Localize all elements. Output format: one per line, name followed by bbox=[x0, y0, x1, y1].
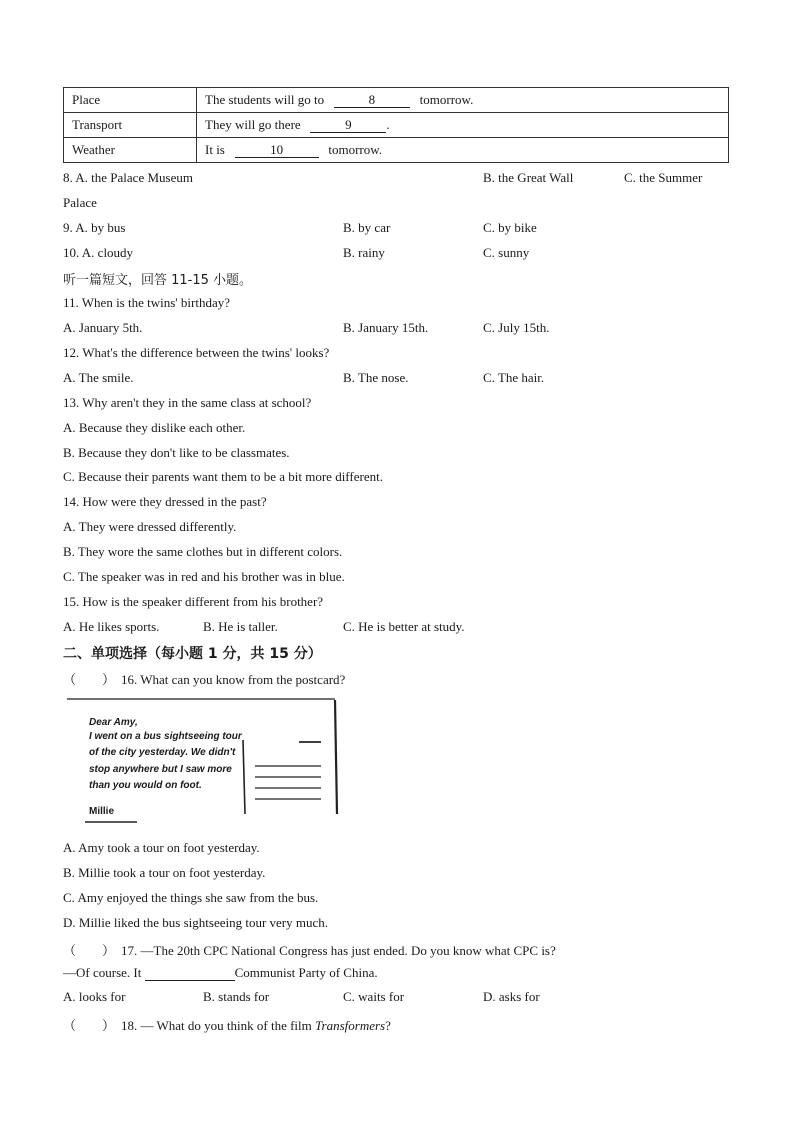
q9-option-c[interactable]: C. by bike bbox=[483, 220, 537, 235]
table-cell-label: Place bbox=[64, 88, 197, 113]
q9-option-a[interactable]: 9. A. by bus bbox=[63, 220, 126, 235]
cell-text: tomorrow. bbox=[328, 142, 383, 157]
postcard-signature: Millie bbox=[89, 806, 115, 817]
table-row bbox=[64, 138, 729, 163]
postcard-image bbox=[63, 696, 339, 826]
cell-text: . bbox=[386, 117, 390, 132]
cell-text: tomorrow. bbox=[419, 92, 474, 107]
table-cell-label: Transport bbox=[64, 113, 197, 138]
cell-text: They will go there bbox=[205, 117, 301, 132]
q13-option-a[interactable]: A. Because they dislike each other. bbox=[63, 420, 246, 435]
answer-blank[interactable]: 8 bbox=[334, 93, 410, 108]
table-row bbox=[64, 88, 729, 113]
q15-option-b[interactable]: B. He is taller. bbox=[203, 619, 278, 634]
q17-option-d[interactable]: D. asks for bbox=[483, 989, 540, 1004]
q12-option-b[interactable]: B. The nose. bbox=[343, 370, 409, 385]
q18-question-pre: 18. — What do you think of the film bbox=[121, 1018, 316, 1033]
q14-question: 14. How were they dressed in the past? bbox=[63, 494, 267, 509]
answer-blank[interactable]: 10 bbox=[235, 143, 319, 158]
q15-option-a[interactable]: A. He likes sports. bbox=[63, 619, 160, 634]
q17-option-b[interactable]: B. stands for bbox=[203, 989, 270, 1004]
q10-option-c[interactable]: C. sunny bbox=[483, 245, 530, 260]
q13-option-c[interactable]: C. Because their parents want them to be a bit more different. bbox=[63, 469, 383, 484]
answer-blank[interactable]: 9 bbox=[310, 118, 386, 133]
postcard-greeting: Dear Amy, bbox=[89, 717, 138, 728]
cell-text: The students will go to bbox=[205, 92, 325, 107]
q15-option-c[interactable]: C. He is better at study. bbox=[343, 619, 465, 634]
q8-option-c[interactable]: C. the Summer bbox=[624, 170, 703, 185]
q11-question: 11. When is the twins' birthday? bbox=[63, 295, 230, 310]
q17-response-post: Communist Party of China. bbox=[234, 965, 378, 980]
q18-question-post: ? bbox=[385, 1018, 391, 1033]
answer-blank[interactable] bbox=[145, 966, 235, 981]
answer-parentheses[interactable]: （ ） bbox=[63, 673, 116, 688]
q14-option-a[interactable]: A. They were dressed differently. bbox=[63, 519, 237, 534]
table-cell-label: Weather bbox=[64, 138, 197, 163]
q11-option-b[interactable]: B. January 15th. bbox=[343, 320, 429, 335]
q18-line bbox=[63, 1015, 391, 1034]
listening-instruction: 听一篇短文，回答 11-15 小题。 bbox=[63, 273, 253, 288]
q12-option-a[interactable]: A. The smile. bbox=[63, 370, 134, 385]
q16-option-d[interactable]: D. Millie liked the bus sightseeing tour very much. bbox=[63, 915, 329, 930]
info-table bbox=[63, 87, 729, 163]
postcard-line: of the city yesterday. We didn't bbox=[89, 747, 236, 758]
q17-response-pre: —Of course. It bbox=[63, 965, 142, 980]
q13-question: 13. Why aren't they in the same class at school? bbox=[63, 395, 312, 410]
q8-option-a[interactable]: 8. A. the Palace Museum bbox=[63, 170, 193, 185]
q14-option-c[interactable]: C. The speaker was in red and his brother was in blue. bbox=[63, 569, 345, 584]
q11-option-a[interactable]: A. January 5th. bbox=[63, 320, 143, 335]
section-heading: 二、单项选择（每小题 1 分，共 15 分） bbox=[63, 646, 322, 662]
q8-option-c-cont: Palace bbox=[63, 195, 97, 210]
q16-option-b[interactable]: B. Millie took a tour on foot yesterday. bbox=[63, 865, 266, 880]
q12-option-c[interactable]: C. The hair. bbox=[483, 370, 545, 385]
answer-parentheses[interactable]: （ ） bbox=[63, 1019, 116, 1034]
table-row bbox=[64, 113, 729, 138]
postcard-line: I went on a bus sightseeing tour bbox=[89, 731, 242, 742]
q11-option-c[interactable]: C. July 15th. bbox=[483, 320, 550, 335]
q16-option-a[interactable]: A. Amy took a tour on foot yesterday. bbox=[63, 840, 260, 855]
table-cell-content bbox=[197, 113, 729, 138]
q13-option-b[interactable]: B. Because they don't like to be classmates. bbox=[63, 445, 290, 460]
q10-option-b[interactable]: B. rainy bbox=[343, 245, 385, 260]
cell-text: It is bbox=[205, 142, 225, 157]
postcard-line: than you would on foot. bbox=[89, 780, 202, 791]
q10-option-a[interactable]: 10. A. cloudy bbox=[63, 245, 134, 260]
q17-option-c[interactable]: C. waits for bbox=[343, 989, 405, 1004]
q16-option-c[interactable]: C. Amy enjoyed the things she saw from the bus. bbox=[63, 890, 319, 905]
q8-option-b[interactable]: B. the Great Wall bbox=[483, 170, 574, 185]
q16-question: 16. What can you know from the postcard? bbox=[121, 672, 346, 687]
q14-option-b[interactable]: B. They wore the same clothes but in different colors. bbox=[63, 544, 343, 559]
q17-question: 17. —The 20th CPC National Congress has just ended. Do you know what CPC is? bbox=[121, 943, 556, 958]
q16-line bbox=[63, 669, 345, 688]
postcard-line: stop anywhere but I saw more bbox=[89, 764, 232, 775]
q17-response bbox=[63, 965, 378, 981]
film-title: Transformers bbox=[315, 1018, 386, 1033]
answer-parentheses[interactable]: （ ） bbox=[63, 944, 116, 959]
q15-question: 15. How is the speaker different from his brother? bbox=[63, 594, 324, 609]
table-cell-content bbox=[197, 138, 729, 163]
table-cell-content bbox=[197, 88, 729, 113]
q17-option-a[interactable]: A. looks for bbox=[63, 989, 126, 1004]
q17-line bbox=[63, 940, 556, 959]
q12-question: 12. What's the difference between the twins' looks? bbox=[63, 345, 330, 360]
q9-option-b[interactable]: B. by car bbox=[343, 220, 391, 235]
